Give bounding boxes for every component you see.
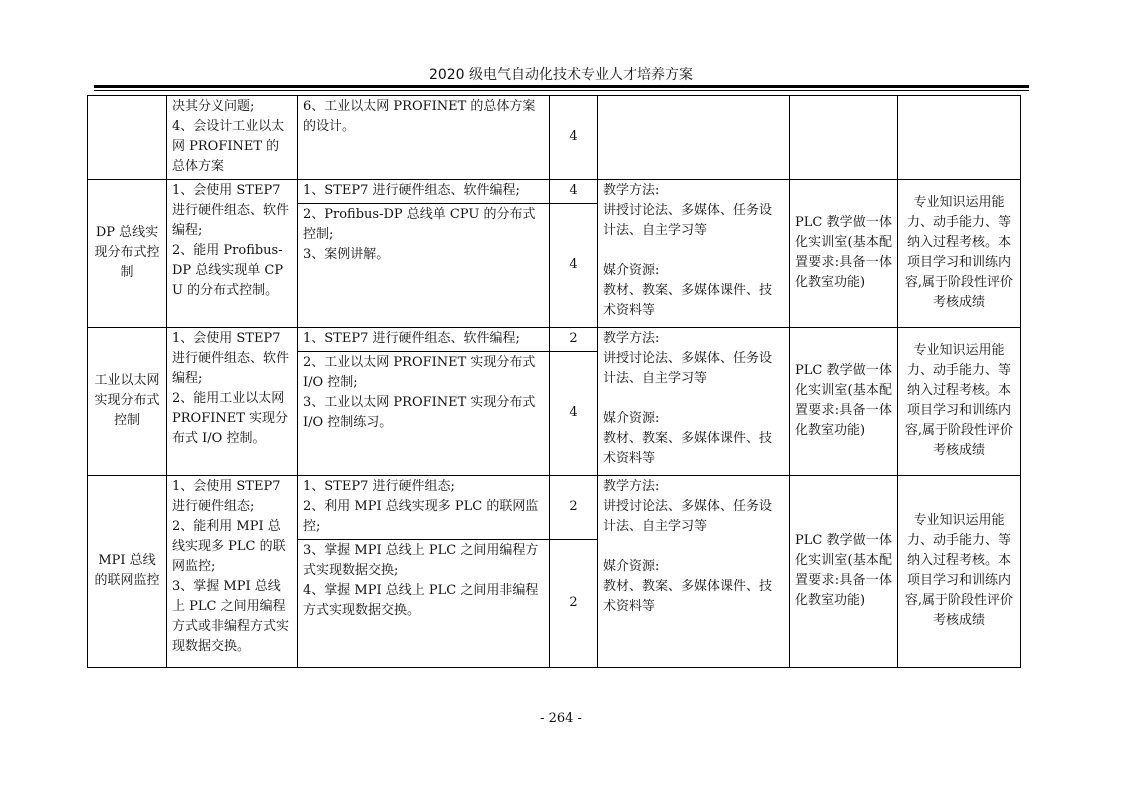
abilities-cell <box>167 180 298 328</box>
hours-cell-text: 2 <box>569 595 578 610</box>
unit-cell <box>88 96 167 180</box>
page-title: 2020 级电气自动化技术专业人才培养方案 <box>428 67 694 83</box>
content-cell-text: 1、STEP7 进行硬件组态、软件编程; <box>303 331 520 346</box>
content-cell <box>298 352 550 476</box>
content-cell <box>298 96 550 180</box>
content-cell-text: 1、STEP7 进行硬件组态; 2、利用 MPI 总线实现多 PLC 的联网监控; <box>303 479 539 534</box>
hours-cell <box>550 96 598 180</box>
content-cell-text: 2、Profibus-DP 总线单 CPU 的分布式控制; 3、案例讲解。 <box>303 207 536 262</box>
unit-cell-text: MPI 总线的联网监控 <box>94 553 160 588</box>
method-cell <box>598 328 790 476</box>
assessment-cell <box>898 476 1021 668</box>
table-row <box>88 180 1021 204</box>
hours-cell-text: 4 <box>569 129 578 144</box>
assessment-cell-text: 专业知识运用能力、动手能力、等纳入过程考核。本项目学习和训练内容,属于阶段性评价考核成绩 <box>904 343 1014 458</box>
assessment-cell-text: 专业知识运用能力、动手能力、等纳入过程考核。本项目学习和训练内容,属于阶段性评价考核成绩 <box>904 513 1014 628</box>
header-rule-thick <box>94 85 1029 88</box>
table-row <box>88 328 1021 352</box>
content-cell-text: 1、STEP7 进行硬件组态、软件编程; <box>303 183 520 198</box>
assessment-cell <box>898 96 1021 180</box>
hours-cell-text: 4 <box>569 257 578 272</box>
method-cell-text: 教学方法: 讲授讨论法、多媒体、任务设计法、自主学习等 媒介资源: 教材、教案、多媒体课件、技术资料等 <box>603 479 773 614</box>
content-cell <box>298 180 550 204</box>
hours-cell <box>550 352 598 476</box>
abilities-cell-text: 决其分义问题; 4、会设计工业以太网 PROFINET 的总体方案 <box>172 99 285 174</box>
condition-cell <box>790 180 898 328</box>
unit-cell-text: 工业以太网实现分布式控制 <box>94 373 160 428</box>
condition-cell-text: PLC 教学做一体化实训室(基本配置要求:具备一体化教室功能) <box>795 363 892 438</box>
hours-cell-text: 2 <box>569 331 578 346</box>
abilities-cell-text: 1、会使用 STEP7 进行硬件组态; 2、能利用 MPI 总线实现多 PLC 的联网监控; 3、掌握 MPI 总线上 PLC 之间用编程方式或非编程方式实现数据交换。 <box>172 479 290 654</box>
hours-cell <box>550 540 598 668</box>
abilities-cell <box>167 328 298 476</box>
content-cell <box>298 328 550 352</box>
table-row <box>88 96 1021 180</box>
abilities-cell <box>167 476 298 668</box>
method-cell <box>598 180 790 328</box>
content-cell-text: 2、工业以太网 PROFINET 实现分布式 I/O 控制; 3、工业以太网 PROFINET 实现分布式 I/O 控制练习。 <box>303 355 536 430</box>
hours-cell <box>550 476 598 540</box>
condition-cell <box>790 476 898 668</box>
page-number: - 264 - <box>540 711 582 726</box>
content-cell-text: 6、工业以太网 PROFINET 的总体方案的设计。 <box>303 99 536 134</box>
method-cell-text: 教学方法: 讲授讨论法、多媒体、任务设计法、自主学习等 媒介资源: 教材、教案、多媒体课件、技术资料等 <box>603 331 773 466</box>
method-cell <box>598 96 790 180</box>
condition-cell <box>790 328 898 476</box>
hours-cell <box>550 180 598 204</box>
hours-cell <box>550 328 598 352</box>
hours-cell-text: 4 <box>569 405 578 420</box>
hours-cell-text: 2 <box>569 499 578 514</box>
hours-cell <box>550 204 598 328</box>
unit-cell-text: DP 总线实现分布式控制 <box>94 225 160 280</box>
assessment-cell-text: 专业知识运用能力、动手能力、等纳入过程考核。本项目学习和训练内容,属于阶段性评价考核成绩 <box>904 195 1014 310</box>
content-cell-text: 3、掌握 MPI 总线上 PLC 之间用编程方式实现数据交换; 4、掌握 MPI 总线上 PLC 之间用非编程方式实现数据交换。 <box>303 543 539 618</box>
hours-cell-text: 4 <box>569 183 578 198</box>
unit-cell <box>88 180 167 328</box>
assessment-cell <box>898 180 1021 328</box>
unit-cell <box>88 328 167 476</box>
condition-cell-text: PLC 教学做一体化实训室(基本配置要求:具备一体化教室功能) <box>795 215 892 290</box>
content-cell <box>298 476 550 540</box>
unit-cell <box>88 476 167 668</box>
method-cell <box>598 476 790 668</box>
header-rule-thin <box>94 90 1029 91</box>
content-cell <box>298 540 550 668</box>
assessment-cell <box>898 328 1021 476</box>
abilities-cell-text: 1、会使用 STEP7 进行硬件组态、软件编程; 2、能用 Profibus-DP 总线实现单 CPU 的分布式控制。 <box>172 183 290 298</box>
method-cell-text: 教学方法: 讲授讨论法、多媒体、任务设计法、自主学习等 媒介资源: 教材、教案、多媒体课件、技术资料等 <box>603 183 773 318</box>
content-cell <box>298 204 550 328</box>
abilities-cell <box>167 96 298 180</box>
abilities-cell-text: 1、会使用 STEP7 进行硬件组态、软件编程; 2、能用工业以太网 PROFINET 实现分布式 I/O 控制。 <box>172 331 290 446</box>
condition-cell <box>790 96 898 180</box>
table-row <box>88 476 1021 540</box>
condition-cell-text: PLC 教学做一体化实训室(基本配置要求:具备一体化教室功能) <box>795 533 892 608</box>
curriculum-table <box>87 95 1021 668</box>
